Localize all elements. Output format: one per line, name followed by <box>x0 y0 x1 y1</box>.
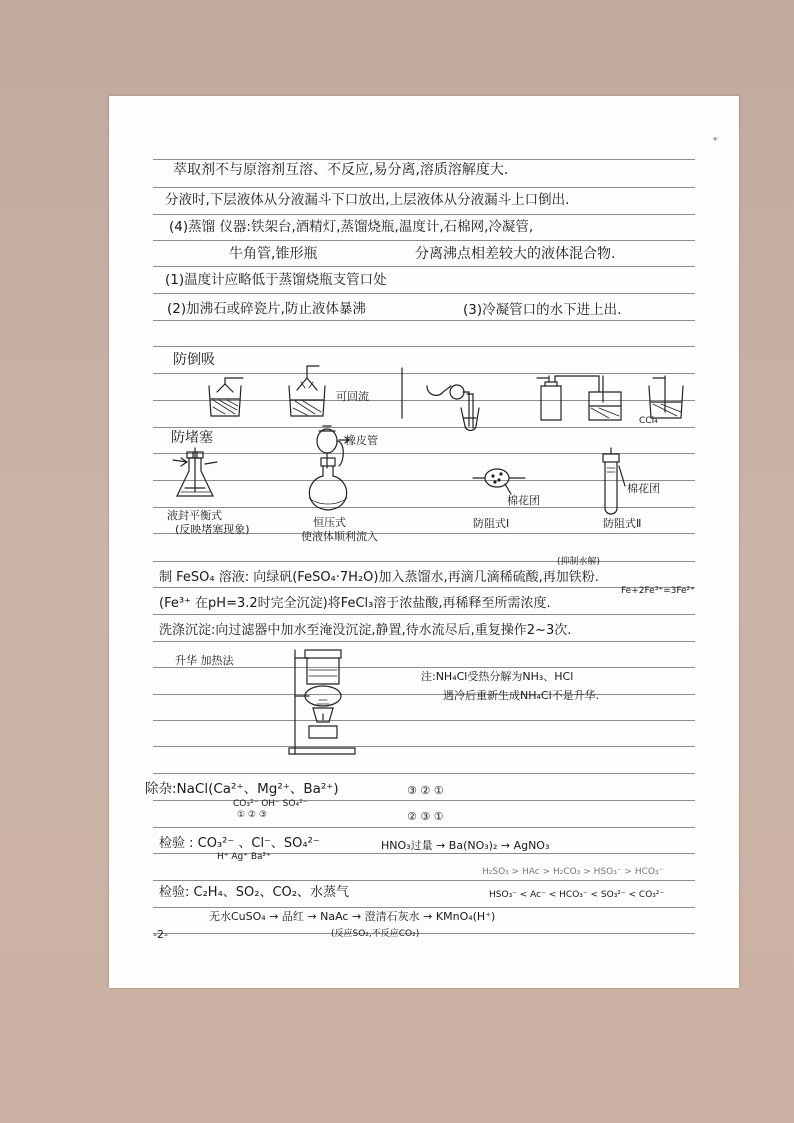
line-feso4: 制 FeSO₄ 溶液: 向绿矾(FeSO₄·7H₂O)加入蒸馏水,再滴几滴稀硫酸,再加铁粉. <box>159 570 599 585</box>
page-number: -2- <box>153 928 168 941</box>
caption-block-1: 防阻式Ⅰ <box>473 517 510 530</box>
line-separation: 分液时,下层液体从分液漏斗下口放出,上层液体从分液漏斗上口倒出. <box>165 192 570 208</box>
anti-suck-title: 防倒吸 <box>173 352 215 368</box>
apparatus-sketches <box>109 96 739 988</box>
caption-const-pressure: 恒压式 <box>313 516 346 529</box>
line-wash: 洗涤沉淀:向过滤器中加水至淹没沉淀,静置,待水流尽后,重复操作2~3次. <box>159 623 572 638</box>
line-apparatus-cont: 牛角管,锥形瓶 <box>229 246 318 262</box>
reflux-label: 可回流 <box>336 390 369 403</box>
line-condenser: (3)冷凝管口的水下进上出. <box>463 302 622 318</box>
liquid-seal-flask-sketch <box>173 448 217 496</box>
line-test-gases: 检验: C₂H₄、SO₂、CO₂、水蒸气 <box>159 885 350 900</box>
line-distillation-use: 分离沸点相差较大的液体混合物. <box>415 246 616 262</box>
test-gases-note: (反应SO₂,不反应CO₂) <box>331 929 420 939</box>
acid-strength-order: H₂SO₃ > HAc > H₂CO₃ > HSO₃⁻ > HCO₃⁻ <box>482 867 664 877</box>
order-option-2: ② ③ ① <box>407 810 444 823</box>
drying-bulb-sketch <box>473 469 525 494</box>
rubber-tube-label: 橡皮管 <box>345 434 378 447</box>
caption-liquid-seal-note: (反映堵塞现象) <box>175 523 250 536</box>
remove-ions: CO₃²⁻ OH⁻ SO₄²⁻ <box>233 799 308 809</box>
caption-block-2: 防阻式Ⅱ <box>603 517 642 530</box>
test-tube-cotton-sketch <box>603 448 625 514</box>
remove-numbers: ① ② ③ <box>237 810 267 820</box>
inverted-funnel-beaker-sketch <box>209 378 243 416</box>
line-extraction: 萃取剂不与原溶剂互溶、不反应,易分离,溶质溶解度大. <box>173 162 509 178</box>
sublimation-apparatus-sketch <box>289 650 355 754</box>
ccl4-beaker-sketch <box>649 376 683 418</box>
test-gases-sequence: 无水CuSO₄ → 品红 → NaAc → 澄清石灰水 → KMnO₄(H⁺) <box>209 910 496 923</box>
scan-speck: ⁺ <box>712 134 719 148</box>
sublime-title: 升华 加热法 <box>175 654 234 667</box>
hydrolysis-note: (抑制水解) <box>557 557 601 567</box>
funnel-reflux-sketch <box>289 366 325 416</box>
test-ions-reagents: H⁺ Ag⁺ Ba²⁺ <box>217 852 271 862</box>
order-option-1: ③ ② ① <box>407 784 444 797</box>
line-test-ions: 检验 : CO₃²⁻ 、Cl⁻、SO₄²⁻ <box>159 836 320 851</box>
base-strength-order: HSO₃⁻ < Ac⁻ < HCO₃⁻ < SO₃²⁻ < CO₃²⁻ <box>489 890 665 900</box>
caption-const-pressure-note: 使液体顺利流入 <box>301 530 378 543</box>
cotton-label-2: 棉花团 <box>627 482 660 495</box>
cotton-label-1: 棉花团 <box>507 494 540 507</box>
ccl4-label: CCl₄ <box>639 416 658 426</box>
nh4cl-note-2: 遇冷后重新生成NH₄Cl不是升华. <box>443 689 600 702</box>
line-fecl3: (Fe³⁺ 在pH=3.2时完全沉淀)将FeCl₃溶于浓盐酸,再稀释至所需浓度. <box>159 596 551 611</box>
test-ions-sequence: HNO₃过量 → Ba(NO₃)₂ → AgNO₃ <box>381 839 550 852</box>
anti-block-title: 防堵塞 <box>171 430 213 446</box>
line-boiling-chips: (2)加沸石或碎瓷片,防止液体暴沸 <box>167 301 366 317</box>
nh4cl-note-1: 注:NH₄Cl受热分解为NH₃、HCl <box>421 670 574 683</box>
caption-liquid-seal: 液封平衡式 <box>167 509 222 522</box>
two-bottle-sketch <box>537 376 621 420</box>
constant-pressure-flask-sketch <box>309 426 349 510</box>
u-tube-sketch <box>427 385 479 431</box>
fe-equation: Fe+2Fe³⁺=3Fe²⁺ <box>621 586 695 596</box>
line-thermometer: (1)温度计应略低于蒸馏烧瓶支管口处 <box>165 272 387 288</box>
notebook-page <box>109 96 739 988</box>
line-remove-impurities: 除杂:NaCl(Ca²⁺、Mg²⁺、Ba²⁺) <box>145 781 339 797</box>
line-distillation: (4)蒸馏 仪器:铁架台,酒精灯,蒸馏烧瓶,温度计,石棉网,冷凝管, <box>169 219 534 235</box>
